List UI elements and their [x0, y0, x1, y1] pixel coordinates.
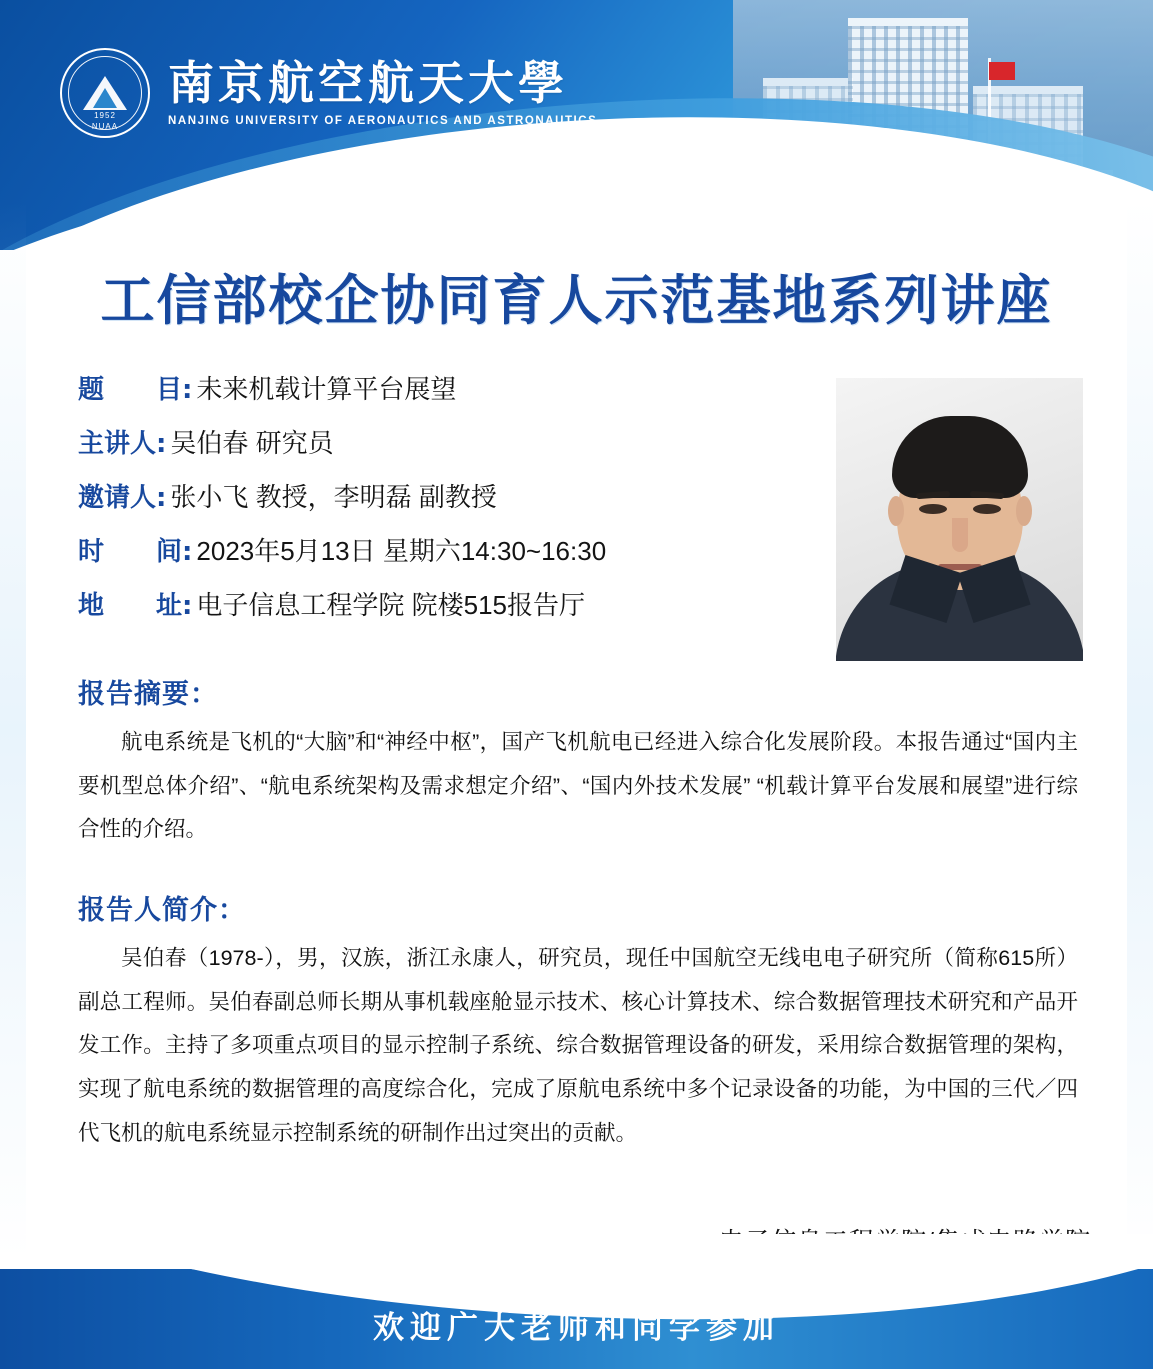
info-value-location: 电子信息工程学院 院楼515报告厅	[196, 590, 586, 620]
abstract-title: 报告摘要：	[78, 679, 218, 710]
lecture-info-block	[78, 370, 818, 640]
info-label-speaker: 主讲人:	[78, 429, 167, 459]
seal-year: 1952	[94, 111, 116, 120]
footer-banner	[0, 1234, 1153, 1369]
info-row-speaker	[78, 424, 818, 464]
info-row-location	[78, 586, 818, 626]
portrait-eye-left	[919, 504, 947, 514]
abstract-section	[78, 672, 1078, 852]
portrait-nose	[952, 518, 968, 552]
bio-section	[78, 888, 1078, 1155]
info-value-topic: 未来机载计算平台展望	[196, 374, 457, 404]
abstract-body: 航电系统是飞机的“大脑”和“神经中枢”，国产飞机航电已经进入综合化发展阶段。本报告通过“国内主要机型总体介绍”、“航电系统架构及需求想定介绍”、“国内外技术发展” “机载计算平台发展和展望”进行综合性的介绍。	[78, 730, 1078, 842]
page-title: 工信部校企协同育人示范基地系列讲座	[100, 268, 1053, 332]
portrait-ear-right	[1016, 496, 1032, 526]
info-label-location: 地 址:	[78, 591, 193, 621]
speaker-portrait	[836, 378, 1083, 661]
university-name-en: NANJING UNIVERSITY OF AERONAUTICS AND ASTRONAUTICS	[168, 114, 598, 127]
right-edge-decoration	[1127, 200, 1153, 1260]
bio-title: 报告人简介：	[78, 895, 246, 926]
footer-welcome-text: 欢迎广大老师和同学参加	[373, 1310, 780, 1346]
flag-icon	[989, 62, 1015, 80]
nuaa-seal-icon	[60, 48, 150, 138]
info-value-speaker: 吴伯春 研究员	[170, 428, 334, 458]
portrait-ear-left	[888, 496, 904, 526]
seal-abbr: NUAA	[91, 122, 119, 131]
university-name-cn: 南京航空航天大學	[168, 55, 568, 110]
info-row-inviter	[78, 478, 818, 518]
info-label-topic: 题 目:	[78, 375, 193, 405]
info-row-topic	[78, 370, 818, 410]
info-value-time: 2023年5月13日 星期六14:30~16:30	[196, 536, 607, 566]
bio-body: 吴伯春（1978-），男，汉族，浙江永康人，研究员，现任中国航空无线电电子研究所（简称615所）副总工程师。吴伯春副总师长期从事机载座舱显示技术、核心计算技术、综合数据管理技术研究和产品开发工作。主持了多项重点项目的显示控制子系统、综合数据管理设备的研发，采用综合数据管理的架构，实现了航电系统的数据管理的高度综合化，完成了原航电系统中多个记录设备的功能，为中国的三代／四代飞机的航电系统显示控制系统的研制作出过突出的贡献。	[78, 946, 1078, 1145]
info-value-inviter: 张小飞 教授，李明磊 副教授	[170, 482, 497, 512]
left-edge-decoration	[0, 200, 26, 1260]
seal-triangle-inner-icon	[93, 88, 117, 108]
info-label-time: 时 间:	[78, 537, 193, 567]
info-label-inviter: 邀请人:	[78, 483, 167, 513]
portrait-eye-right	[973, 504, 1001, 514]
info-row-time	[78, 532, 818, 572]
university-logo	[60, 48, 597, 138]
